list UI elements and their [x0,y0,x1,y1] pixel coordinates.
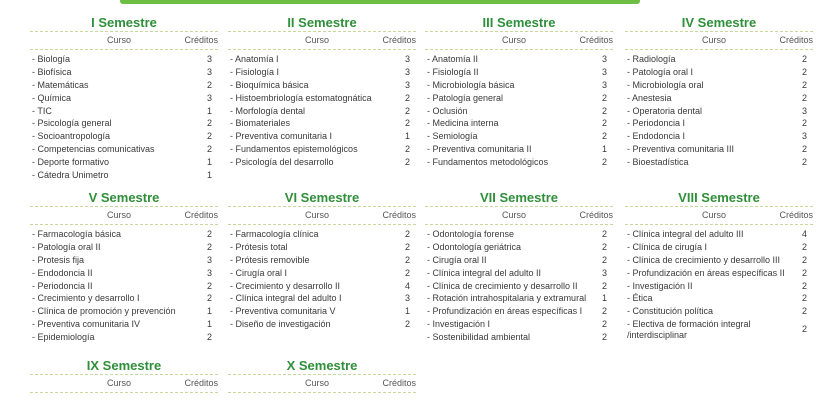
course-name: - Semiología [427,131,478,142]
course-name: - Operatoria dental [627,105,703,116]
divider [425,224,613,225]
course-name: - Fundamentos metodológicos [427,157,549,168]
course-row [30,144,218,157]
course-row [425,306,613,319]
course-credits: 2 [601,92,607,103]
course-credits: 3 [404,66,410,77]
course-credits: 2 [801,306,807,317]
course-credits: 2 [404,105,410,116]
course-row [228,319,416,332]
course-name: - TIC [32,105,52,116]
course-credits: 2 [404,254,410,265]
column-header-course: Curso [501,210,526,220]
course-credits: 2 [801,324,807,335]
course-name: - Microbiología oral [627,79,704,90]
column-header-credits: Créditos [382,210,416,220]
course-name: - Histoembriología estomatognática [230,92,372,103]
semester-title: X Semestre [286,358,358,373]
course-credits: 2 [601,229,607,239]
column-header-credits: Créditos [184,378,218,388]
course-credits: 2 [206,332,212,343]
course-list [228,54,416,170]
course-credits: 1 [404,131,410,142]
course-row [425,54,613,67]
course-credits: 1 [404,306,410,317]
course-name: - Cirugía oral II [427,254,487,265]
course-row [228,131,416,144]
course-name: - Preventiva comunitaria III [627,144,735,155]
course-row [228,93,416,106]
course-row [625,93,813,106]
course-row [228,255,416,268]
course-name: - Anestesia [627,92,672,103]
divider [30,392,218,393]
course-row [425,332,613,345]
semester-title: IV Semestre [681,15,757,30]
course-row [625,54,813,67]
course-row [30,293,218,306]
course-name: - Bioquímica básica [230,79,309,90]
course-row [30,242,218,255]
course-credits: 3 [601,79,607,90]
course-name: - Profundización en áreas específicas II [627,267,785,278]
course-row [425,268,613,281]
course-name: - Psicología del desarrollo [230,157,334,168]
semester-title: VI Semestre [284,190,360,205]
course-credits: 2 [404,92,410,103]
course-credits: 2 [404,157,410,168]
course-credits: 2 [206,293,212,304]
course-name: - Diseño de investigación [230,319,331,330]
course-name: - Investigación I [427,319,491,330]
course-credits: 2 [206,79,212,90]
course-credits: 2 [801,66,807,77]
course-row [425,67,613,80]
course-credits: 2 [206,280,212,291]
course-row [425,319,613,332]
column-header-credits: Créditos [382,378,416,388]
course-row [625,118,813,131]
course-row [30,268,218,281]
course-row [425,106,613,119]
course-credits: 2 [801,54,807,64]
course-name: - Clínica de crecimiento y desarrollo II [427,280,578,291]
course-name: - Competencias comunicativas [32,144,155,155]
course-credits: 2 [601,131,607,142]
course-name: - Profundización en áreas específicas I [427,306,583,317]
course-row [425,131,613,144]
column-header-course: Curso [701,210,726,220]
course-credits: 3 [801,105,807,116]
course-credits: 3 [404,54,410,64]
semester-block [425,189,613,345]
course-row [228,80,416,93]
course-name: - Prótesis total [230,241,288,252]
course-name: - Patología general [427,92,504,103]
course-row [425,118,613,131]
table-header [30,207,218,224]
course-name: - Protesis fija [32,254,85,265]
divider [228,392,416,393]
course-row [30,118,218,131]
course-name: - Clínica integral del adulto I [230,293,342,304]
course-name: - Clínica de promoción y prevención [32,306,176,317]
divider [625,49,813,50]
course-name: - Ética [627,293,653,304]
table-header [30,32,218,49]
course-credits: 3 [601,66,607,77]
course-name: - Prótesis removible [230,254,310,265]
course-credits: 2 [801,118,807,129]
divider [425,49,613,50]
course-credits: 2 [601,118,607,129]
course-name: - Socioantropología [32,131,111,142]
table-header [228,32,416,49]
course-credits: 2 [801,157,807,168]
column-header-credits: Créditos [779,210,813,220]
course-row [228,144,416,157]
course-row [30,54,218,67]
course-list [425,54,613,170]
course-name: - Constitución política [627,306,714,317]
course-row [425,80,613,93]
course-row [30,106,218,119]
course-name: - Cirugía oral I [230,267,288,278]
course-row [625,67,813,80]
course-row [228,293,416,306]
course-name: - Farmacología básica [32,229,122,239]
course-name: - Clínica de crecimiento y desarrollo III [627,254,781,265]
course-name: - Psicología general [32,118,112,129]
course-name: - Preventiva comunitaria I [230,131,333,142]
course-credits: 2 [801,280,807,291]
course-name: - Endodoncia II [32,267,93,278]
course-name: - Preventiva comunitaria V [230,306,336,317]
course-row [30,67,218,80]
course-name: - Clínica integral del adulto III [627,229,744,239]
semester-title: VII Semestre [479,190,559,205]
course-name: - Fisiología I [230,66,280,77]
semester-block [625,189,813,343]
course-credits: 2 [801,144,807,155]
course-row [625,293,813,306]
course-credits: 3 [206,267,212,278]
course-row [425,144,613,157]
semester-title: V Semestre [88,190,160,205]
column-header-credits: Créditos [579,210,613,220]
course-credits: 2 [801,254,807,265]
course-credits: 1 [206,105,212,116]
course-row [30,306,218,319]
course-name: - Crecimiento y desarrollo I [32,293,140,304]
course-row [425,293,613,306]
course-row [625,229,813,242]
semester-block [228,357,416,397]
course-row [30,93,218,106]
course-row [228,157,416,170]
course-credits: 2 [801,241,807,252]
course-credits: 3 [404,293,410,304]
course-credits: 2 [601,332,607,343]
course-row [228,229,416,242]
course-name: - Periodoncia I [627,118,686,129]
course-name: - Patología oral II [32,241,101,252]
course-name: - Clínica de cirugía I [627,241,708,252]
course-credits: 3 [601,267,607,278]
course-name: - Medicina interna [427,118,499,129]
course-credits: 2 [801,79,807,90]
course-name: - Epidemiología [32,332,95,343]
course-credits: 4 [801,229,807,239]
semester-title: III Semestre [482,15,556,30]
course-credits: 1 [601,144,607,155]
course-name: - Oclusión [427,105,468,116]
course-name: - Cátedra Unimetro [32,170,109,181]
divider [228,224,416,225]
course-row [425,255,613,268]
divider [30,224,218,225]
course-row [30,170,218,183]
course-row [228,306,416,319]
table-header [425,207,613,224]
column-header-course: Curso [106,210,131,220]
course-name: - Rotación intrahospitalaria y extramural [427,293,587,304]
course-name: - Sostenibilidad ambiental [427,332,531,343]
course-row [625,106,813,119]
column-header-course: Curso [501,35,526,45]
course-credits: 2 [601,280,607,291]
course-row [425,281,613,294]
table-header [625,32,813,49]
course-credits: 2 [404,118,410,129]
course-credits: 2 [601,157,607,168]
divider [625,224,813,225]
course-name: - Química [32,92,72,103]
course-credits: 2 [404,319,410,330]
course-name: - Fisiología II [427,66,479,77]
table-header [228,207,416,224]
course-row [30,80,218,93]
course-credits: 3 [404,79,410,90]
course-name: - Microbiología básica [427,79,515,90]
course-credits: 2 [404,241,410,252]
course-credits: 2 [601,241,607,252]
course-credits: 3 [206,254,212,265]
course-row [30,229,218,242]
course-credits: 2 [801,267,807,278]
course-credits: 1 [206,319,212,330]
column-header-credits: Créditos [184,35,218,45]
course-row [30,255,218,268]
semester-block [30,357,218,397]
course-row [625,242,813,255]
column-header-course: Curso [304,210,329,220]
column-header-credits: Créditos [579,35,613,45]
semester-title: I Semestre [91,15,157,30]
course-credits: 2 [801,92,807,103]
course-credits: 2 [404,144,410,155]
course-name: - Deporte formativo [32,157,110,168]
course-credits: 3 [206,54,212,64]
course-credits: 2 [601,254,607,265]
course-credits: 2 [206,131,212,142]
course-credits: 2 [601,319,607,330]
course-row [30,281,218,294]
course-name: - Anatomía II [427,54,479,64]
semester-title: II Semestre [287,15,357,30]
course-row [625,281,813,294]
course-row [228,281,416,294]
course-credits: 2 [206,241,212,252]
course-list [625,229,813,343]
semester-block [425,14,613,170]
course-row [625,157,813,170]
semester-title: VIII Semestre [678,190,760,205]
course-row [425,229,613,242]
course-credits: 1 [601,293,607,304]
course-credits: 4 [404,280,410,291]
course-credits: 1 [206,306,212,317]
top-accent-bar [120,0,640,4]
course-row [625,80,813,93]
course-credits: 3 [206,66,212,77]
semester-block [30,14,218,183]
course-row [425,242,613,255]
table-header [625,207,813,224]
divider [228,49,416,50]
course-name: - Matemáticas [32,79,89,90]
course-name: - Investigación II [627,280,693,291]
course-credits: 2 [206,144,212,155]
course-row [30,332,218,345]
course-name: - Crecimiento y desarrollo II [230,280,341,291]
course-credits: 2 [601,306,607,317]
course-row [228,268,416,281]
course-name: - Clínica integral del adulto II [427,267,542,278]
course-name: - Odontología forense [427,229,515,239]
column-header-course: Curso [304,35,329,45]
course-credits: 2 [206,229,212,239]
course-credits: 2 [404,267,410,278]
table-header [30,375,218,392]
divider [30,49,218,50]
course-credits: 2 [601,105,607,116]
semester-block [228,189,416,332]
course-credits: 1 [206,157,212,168]
course-name: - Electiva de formación integral /interdisciplinar [627,319,751,341]
course-name: - Odontología geriátrica [427,241,522,252]
course-credits: 3 [206,92,212,103]
course-row [228,118,416,131]
column-header-course: Curso [106,35,131,45]
column-header-course: Curso [106,378,131,388]
course-credits: 3 [601,54,607,64]
course-credits: 2 [404,229,410,239]
course-name: - Biofísica [32,66,72,77]
course-row [625,131,813,144]
semester-block [30,189,218,345]
course-name: - Preventiva comunitaria IV [32,319,141,330]
course-row [30,157,218,170]
course-row [30,131,218,144]
course-name: - Biología [32,54,71,64]
course-row [228,54,416,67]
column-header-credits: Créditos [779,35,813,45]
course-list [228,229,416,332]
course-credits: 1 [206,170,212,181]
course-name: - Farmacología clínica [230,229,319,239]
course-list [30,229,218,345]
course-row [625,319,813,343]
column-header-credits: Créditos [382,35,416,45]
semester-block [625,14,813,170]
course-name: - Endodoncia I [627,131,686,142]
column-header-credits: Créditos [184,210,218,220]
course-row [625,268,813,281]
course-list [30,54,218,183]
course-row [228,106,416,119]
course-row [228,67,416,80]
course-credits: 2 [801,293,807,304]
table-header [425,32,613,49]
course-name: - Radiología [627,54,676,64]
course-row [625,144,813,157]
table-header [228,375,416,392]
course-row [625,255,813,268]
course-name: - Biomateriales [230,118,291,129]
course-row [425,157,613,170]
course-row [425,93,613,106]
course-list [625,54,813,170]
course-name: - Patología oral I [627,66,694,77]
course-name: - Preventiva comunitaria II [427,144,532,155]
course-name: - Fundamentos epistemológicos [230,144,358,155]
column-header-course: Curso [701,35,726,45]
course-list [425,229,613,345]
course-credits: 2 [206,118,212,129]
semester-block [228,14,416,170]
course-name: - Morfología dental [230,105,306,116]
course-name: - Anatomía I [230,54,279,64]
course-name: - Bioestadística [627,157,689,168]
column-header-course: Curso [304,378,329,388]
course-credits: 3 [801,131,807,142]
course-name: - Periodoncia II [32,280,93,291]
course-row [30,319,218,332]
course-row [228,242,416,255]
semester-title: IX Semestre [86,358,162,373]
course-row [625,306,813,319]
